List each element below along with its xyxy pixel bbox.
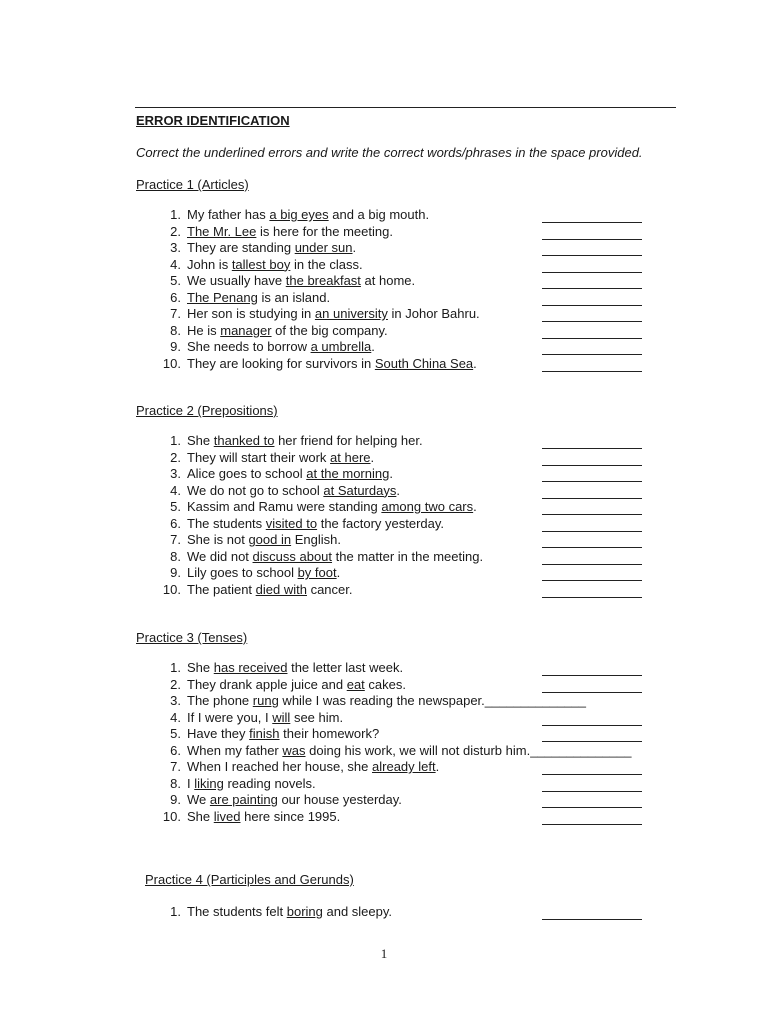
item-text: cakes. <box>364 676 406 692</box>
answer-blank[interactable] <box>542 791 642 792</box>
item-number: 2. <box>170 223 181 239</box>
answer-blank[interactable] <box>542 481 642 482</box>
underlined-error: tallest boy <box>231 256 291 272</box>
answer-blank[interactable] <box>542 514 642 515</box>
exercise-item <box>155 356 477 372</box>
item-number: 2. <box>170 449 181 465</box>
exercise-item <box>155 224 393 240</box>
exercise-item <box>155 306 480 322</box>
item-text: here since 1995. <box>240 808 341 824</box>
exercise-item <box>155 516 444 532</box>
item-text: Kassim and Ramu were standing <box>187 499 382 514</box>
item-text: the letter last week. <box>287 660 404 675</box>
item-text: . <box>389 466 393 481</box>
item-text: They drank apple juice and <box>187 676 347 692</box>
item-number: 7. <box>170 759 181 774</box>
item-number: 9. <box>170 565 181 580</box>
answer-blank[interactable] <box>542 321 642 322</box>
top-rule <box>135 107 676 108</box>
item-number: 3. <box>170 466 181 481</box>
answer-blank[interactable] <box>542 338 642 339</box>
item-text: . <box>352 240 357 255</box>
item-text: If I were you, I <box>187 709 273 725</box>
practice-4-title: Practice 4 (Participles and Gerunds) <box>145 872 354 887</box>
answer-blank[interactable] <box>542 675 642 676</box>
underlined-error: discuss about <box>252 548 333 564</box>
item-text: They will start their work <box>187 449 331 465</box>
exercise-item <box>155 323 388 339</box>
item-text: doing his work, we will not disturb him.______________ <box>305 742 632 758</box>
instructions: Correct the underlined errors and write the correct words/phrases in the space provided. <box>136 145 643 160</box>
exercise-item <box>155 466 393 482</box>
item-text: John is <box>187 256 232 272</box>
answer-blank[interactable] <box>542 807 642 808</box>
underlined-error: died with <box>255 581 307 597</box>
item-number: 4. <box>170 482 181 498</box>
practice-1-title: Practice 1 (Articles) <box>136 177 249 192</box>
exercise-item <box>155 257 363 273</box>
answer-blank[interactable] <box>542 305 642 306</box>
item-number: 10. <box>162 355 181 371</box>
exercise-item <box>155 776 316 792</box>
underlined-error: a umbrella <box>310 339 372 354</box>
exercise-item <box>155 290 330 306</box>
underlined-error: under sun <box>294 240 353 255</box>
item-text: the factory yesterday. <box>317 515 445 531</box>
item-text: our house yesterday. <box>277 792 402 807</box>
item-text: . <box>371 339 375 354</box>
underlined-error: The Mr. Lee <box>187 223 257 239</box>
exercise-item <box>155 339 375 355</box>
item-number: 2. <box>170 676 181 692</box>
item-number: 4. <box>170 709 181 725</box>
item-number: 8. <box>170 548 181 564</box>
item-text: Have they <box>187 726 250 741</box>
item-text: and a big mouth. <box>328 207 430 222</box>
item-text: reading novels. <box>223 775 316 791</box>
exercise-item <box>155 726 379 742</box>
answer-blank[interactable] <box>542 288 642 289</box>
item-text: When my father <box>187 742 283 758</box>
answer-blank[interactable] <box>542 580 642 581</box>
practice-2-title: Practice 2 (Prepositions) <box>136 403 278 418</box>
item-text: We do not go to school <box>187 482 324 498</box>
item-text: the matter in the meeting. <box>332 548 484 564</box>
underlined-error: thanked to <box>213 433 275 448</box>
underlined-error: South China Sea <box>374 355 474 371</box>
underlined-error: at here <box>330 449 371 465</box>
answer-blank[interactable] <box>542 222 642 223</box>
item-number: 9. <box>170 792 181 807</box>
exercise-item <box>155 743 631 759</box>
item-number: 4. <box>170 256 181 272</box>
item-number: 1. <box>170 660 181 675</box>
underlined-error: manager <box>220 322 272 338</box>
underlined-error: at Saturdays <box>323 482 397 498</box>
underlined-error: The Penang <box>187 289 258 305</box>
exercise-item <box>155 499 477 515</box>
item-number: 10. <box>162 581 181 597</box>
answer-blank[interactable] <box>542 255 642 256</box>
answer-blank[interactable] <box>542 531 642 532</box>
item-text: She <box>187 808 214 824</box>
item-number: 6. <box>170 515 181 531</box>
exercise-item <box>155 240 356 256</box>
item-text: She <box>187 433 214 448</box>
exercise-item <box>155 565 340 581</box>
item-text: They are standing <box>187 240 295 255</box>
item-number: 9. <box>170 339 181 354</box>
item-text: see him. <box>290 709 344 725</box>
item-number: 3. <box>170 693 181 708</box>
item-text: . <box>396 482 400 498</box>
answer-blank[interactable] <box>542 725 642 726</box>
answer-blank[interactable] <box>542 272 642 273</box>
item-text: Alice goes to school <box>187 466 307 481</box>
item-text: her friend for helping her. <box>274 433 423 448</box>
exercise-item <box>155 904 392 920</box>
item-text: Lily goes to school <box>187 565 298 580</box>
exercise-item <box>155 207 429 223</box>
item-number: 3. <box>170 240 181 255</box>
page-number: 1 <box>380 946 388 961</box>
underlined-error: eat <box>346 676 365 692</box>
answer-blank[interactable] <box>542 498 642 499</box>
underlined-error: boring <box>286 904 323 919</box>
underlined-error: among two cars <box>381 499 474 514</box>
item-text: We usually have <box>187 273 286 288</box>
item-number: 1. <box>170 904 181 919</box>
answer-blank[interactable] <box>542 824 642 825</box>
underlined-error: was <box>282 742 306 758</box>
underlined-error: by foot <box>297 565 337 580</box>
exercise-item <box>155 273 415 289</box>
item-number: 7. <box>170 306 181 321</box>
item-text: is an island. <box>257 289 331 305</box>
item-text: Her son is studying in <box>187 306 315 321</box>
exercise-item <box>155 582 353 598</box>
item-text: The students felt <box>187 904 287 919</box>
underlined-error: already left <box>372 759 436 774</box>
item-number: 1. <box>170 207 181 222</box>
answer-blank[interactable] <box>542 371 642 372</box>
item-number: 5. <box>170 273 181 288</box>
item-text: She <box>187 660 214 675</box>
item-number: 7. <box>170 532 181 547</box>
underlined-error: an university <box>314 306 388 321</box>
item-text: of the big company. <box>271 322 388 338</box>
item-number: 6. <box>170 289 181 305</box>
exercise-item <box>155 483 400 499</box>
item-text: They are looking for survivors in <box>187 355 375 371</box>
item-text: . <box>435 759 440 774</box>
exercise-item <box>155 532 341 548</box>
item-text: English. <box>291 532 341 547</box>
exercise-item <box>155 677 406 693</box>
item-text: . <box>370 449 375 465</box>
answer-blank[interactable] <box>542 564 642 565</box>
exercise-item <box>155 710 343 726</box>
underlined-error: rung <box>252 693 279 708</box>
answer-blank[interactable] <box>542 597 642 598</box>
answer-blank[interactable] <box>542 774 642 775</box>
item-number: 5. <box>170 726 181 741</box>
item-text: I <box>187 775 195 791</box>
exercise-item <box>155 433 423 449</box>
item-text: . <box>473 355 477 371</box>
underlined-error: good in <box>248 532 292 547</box>
underlined-error: finish <box>249 726 280 741</box>
exercise-item <box>155 809 340 825</box>
item-number: 1. <box>170 433 181 448</box>
underlined-error: liking <box>194 775 224 791</box>
item-text: while I was reading the newspaper.______________ <box>278 693 586 708</box>
answer-blank[interactable] <box>542 465 642 466</box>
item-text: at home. <box>360 273 416 288</box>
item-text: My father has <box>187 207 270 222</box>
underlined-error: at the morning <box>306 466 390 481</box>
practice-3-title: Practice 3 (Tenses) <box>136 630 248 645</box>
item-text: . <box>336 565 341 580</box>
item-text: . <box>473 499 477 514</box>
item-number: 6. <box>170 742 181 758</box>
underlined-error: has received <box>213 660 288 675</box>
item-text: She is not <box>187 532 249 547</box>
item-text: The students <box>187 515 266 531</box>
underlined-error: visited to <box>265 515 318 531</box>
answer-blank[interactable] <box>542 239 642 240</box>
item-text: When I reached her house, she <box>187 759 373 774</box>
item-text: We <box>187 792 210 807</box>
exercise-item <box>155 450 374 466</box>
item-number: 8. <box>170 322 181 338</box>
item-number: 5. <box>170 499 181 514</box>
exercise-item <box>155 660 403 676</box>
answer-blank[interactable] <box>542 354 642 355</box>
item-number: 10. <box>162 808 181 824</box>
item-text: We did not <box>187 548 253 564</box>
exercise-item <box>155 792 402 808</box>
item-text: The patient <box>187 581 256 597</box>
underlined-error: lived <box>213 808 241 824</box>
page-title: ERROR IDENTIFICATION <box>136 113 290 128</box>
underlined-error: are painting <box>209 792 278 807</box>
item-text: in Johor Bahru. <box>387 306 480 321</box>
exercise-item <box>155 693 586 709</box>
item-text: She needs to borrow <box>187 339 311 354</box>
item-text: He is <box>187 322 221 338</box>
item-text: in the class. <box>290 256 363 272</box>
item-number: 8. <box>170 775 181 791</box>
item-text: is here for the meeting. <box>256 223 393 239</box>
underlined-error: a big eyes <box>269 207 329 222</box>
item-text: and sleepy. <box>322 904 393 919</box>
underlined-error: the breakfast <box>285 273 361 288</box>
item-text: The phone <box>187 693 253 708</box>
answer-blank[interactable] <box>542 547 642 548</box>
exercise-item <box>155 549 483 565</box>
item-text: their homework? <box>279 726 380 741</box>
answer-blank[interactable] <box>542 919 642 920</box>
underlined-error: will <box>272 709 291 725</box>
item-text: cancer. <box>306 581 353 597</box>
exercise-item <box>155 759 439 775</box>
answer-blank[interactable] <box>542 448 642 449</box>
